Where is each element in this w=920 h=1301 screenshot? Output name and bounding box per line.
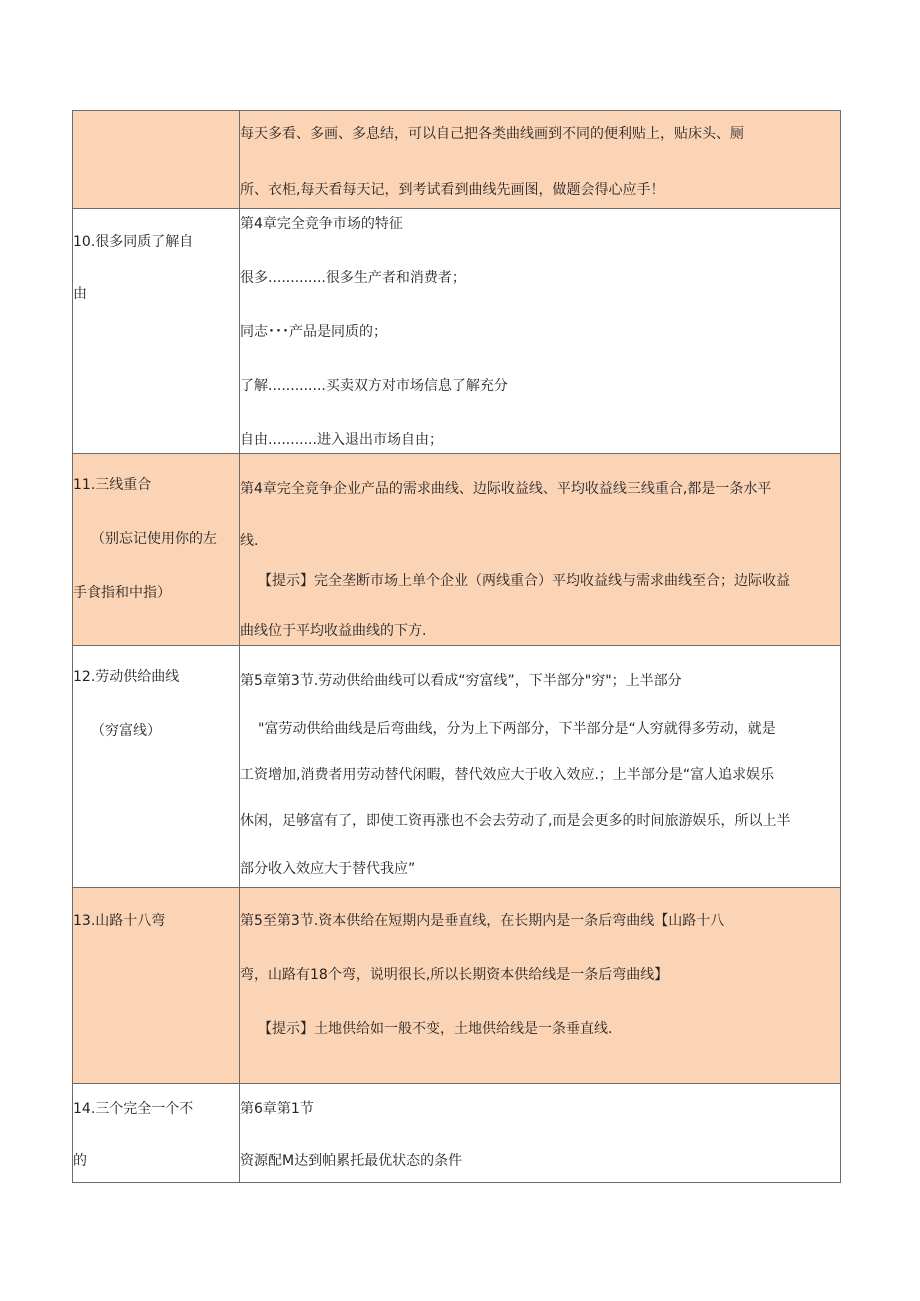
notes-table xyxy=(72,110,841,1183)
content-line: 第4章完全竞争市场的特征 xyxy=(240,216,403,232)
label-line: 由 xyxy=(73,286,87,302)
content-line: 所、衣柜,每天看每天记，到考试看到曲线先画图，做题会得心应手！ xyxy=(240,182,665,198)
row-content-cell xyxy=(240,888,841,1084)
row-label-cell xyxy=(73,209,240,454)
row-content-cell xyxy=(240,111,841,209)
content-line: 第5章第3节.劳动供给曲线可以看成“穷富线”，下半部分"穷"；上半部分 xyxy=(240,673,682,689)
row-label-cell xyxy=(73,111,240,209)
content-line: 第6章第1节 xyxy=(240,1101,314,1117)
row-content-cell xyxy=(240,209,841,454)
label-line: 14.三个完全一个不 xyxy=(73,1101,194,1117)
content-line: 第5至第3节.资本供给在短期内是垂直线，在长期内是一条后弯曲线【山路十八 xyxy=(240,913,725,929)
row-label-cell xyxy=(73,646,240,888)
label-line: 12.劳动供给曲线 xyxy=(73,669,180,685)
label-line: （别忘记使用你的左 xyxy=(91,531,217,547)
content-line: 很多.............很多生产者和消费者； xyxy=(240,270,466,286)
table-row xyxy=(73,1084,841,1183)
label-line: 10.很多同质了解自 xyxy=(73,234,194,250)
content-line: 【提示】完全垄断市场上单个企业（两线重合）平均收益线与需求曲线至合；边际收益 xyxy=(258,573,790,589)
content-line: 每天多看、多画、多息结，可以自己把各类曲线画到不同的便利贴上，贴床头、厕 xyxy=(240,126,744,142)
content-line: 弯，山路有18个弯，说明很长,所以长期资本供给线是一条后弯曲线】 xyxy=(240,967,669,983)
row-content-cell xyxy=(240,1084,841,1183)
table-row xyxy=(73,646,841,888)
content-line: 了解.............买卖双方对市场信息了解充分 xyxy=(240,378,508,394)
row-content-cell xyxy=(240,454,841,646)
label-line: 11.三线重合 xyxy=(73,477,152,493)
label-line: 手食指和中指） xyxy=(73,585,171,601)
row-content-cell xyxy=(240,646,841,888)
table-row xyxy=(73,888,841,1084)
label-line: 的 xyxy=(73,1153,87,1169)
content-line: 部分收入效应大于替代我应” xyxy=(240,861,416,877)
row-label-cell xyxy=(73,888,240,1084)
content-line: 第4章完全竞争企业产品的需求曲线、边际收益线、平均收益线三线重合,都是一条水平 xyxy=(240,481,772,497)
content-line: 工资增加,消费者用劳动替代闲暇，替代效应大于收入效应.；上半部分是“富人追求娱乐 xyxy=(240,767,775,783)
content-line: "富劳动供给曲线是后弯曲线，分为上下两部分，下半部分是“人穷就得多劳动，就是 xyxy=(258,721,776,737)
content-line: 【提示】土地供给如一般不变，土地供给线是一条垂直线. xyxy=(258,1021,613,1037)
content-line: 曲线位于平均收益曲线的下方. xyxy=(240,623,427,639)
row-label-cell xyxy=(73,1084,240,1183)
table-row xyxy=(73,209,841,454)
label-line: 13.山路十八弯 xyxy=(73,913,166,929)
content-line: 资源配M达到帕累托最优状态的条件 xyxy=(240,1153,463,1169)
content-line: 休闲，足够富有了，即使工资再涨也不会去劳动了,而是会更多的时间旅游娱乐，所以上半 xyxy=(240,813,791,829)
row-label-cell xyxy=(73,454,240,646)
content-line: 自由...........进入退出市场自由； xyxy=(240,432,443,448)
content-line: 同志･･･产品是同质的； xyxy=(240,324,387,340)
content-line: 线. xyxy=(240,533,259,549)
table-row xyxy=(73,454,841,646)
label-line: （穷富线） xyxy=(91,723,161,739)
table-row xyxy=(73,111,841,209)
